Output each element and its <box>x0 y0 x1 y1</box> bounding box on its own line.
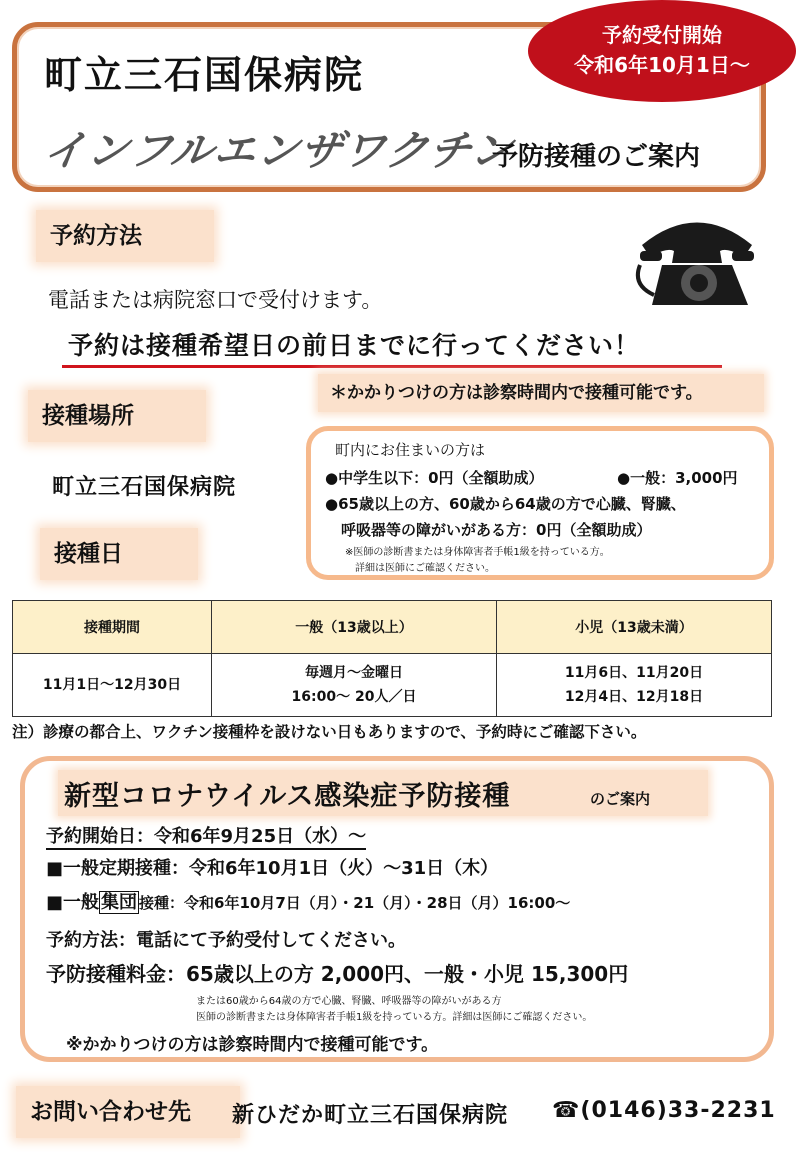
covid-title-sub: のご案内 <box>590 790 651 808</box>
covid-method: 予約方法：電話にて予約受付してください。 <box>46 930 406 951</box>
header-period: 接種期間 <box>13 601 212 654</box>
price-line-junior: ●中学生以下：0円（全額助成） <box>325 469 544 487</box>
contact-label: お問い合わせ先 <box>16 1086 240 1138</box>
child-dates-1: 11月6日、11月20日 <box>564 665 704 681</box>
header-general: 一般（13歳以上） <box>212 601 497 654</box>
contact-phone: ☎(0146)33-2231 <box>552 1098 776 1123</box>
reservation-deadline-note: 予約は接種希望日の前日までに行ってください！ <box>68 331 641 360</box>
price-box <box>306 426 774 580</box>
cell-child <box>497 654 772 717</box>
covid-regular: ■一般定期接種：令和6年10月1日（火）～31日（木） <box>46 858 499 879</box>
covid-group-underlined: 集団 <box>101 892 138 913</box>
place-label: 接種場所 <box>28 390 206 442</box>
covid-group-rest: 接種：令和6年10月7日（月）・21（月）・28日（月）16:00～ <box>139 894 571 912</box>
covid-group <box>46 888 570 914</box>
schedule-table <box>12 600 772 717</box>
badge-line-2: 令和6年10月1日～ <box>574 53 750 77</box>
red-underline <box>62 365 722 368</box>
cell-general <box>212 654 497 717</box>
contact-name: 新ひだか町立三石国保病院 <box>232 1103 509 1128</box>
price-line-disability: 呼吸器等の障がいがある方：0円（全額助成） <box>341 521 652 539</box>
covid-group-prefix: ■一般 <box>46 892 100 913</box>
covid-fee-note-1: または60歳から64歳の方で心臓、腎臓、呼吸器等の障がいがある方 <box>196 996 502 1007</box>
date-label: 接種日 <box>40 528 198 580</box>
child-dates-2: 12月4日、12月18日 <box>564 689 704 705</box>
covid-title: 新型コロナウイルス感染症予防接種 <box>64 781 511 812</box>
covid-fee-note-2: 医師の診断書または身体障害者手帳1級を持っている方。詳細は医師にご確認ください。 <box>196 1012 593 1023</box>
place-text: 町立三石国保病院 <box>52 475 237 500</box>
notice-text: 注）診療の都合上、ワクチン接種枠を設けない日もありますので、予約時にご確認下さい。 <box>12 723 647 741</box>
price-heading: 町内にお住まいの方は <box>335 441 486 459</box>
badge-line-1: 予約受付開始 <box>602 23 722 47</box>
reservation-start-badge <box>528 0 796 102</box>
reservation-text: 電話または病院窓口で受付けます。 <box>48 288 383 312</box>
covid-kakaritsuke: ※かかりつけの方は診察時間内で接種可能です。 <box>66 1035 439 1055</box>
general-time: 16:00～ 20人／日 <box>291 689 417 705</box>
cell-period: 11月1日～12月30日 <box>13 654 212 717</box>
covid-fee: 予防接種料金：65歳以上の方 2,000円、一般・小児 15,300円 <box>46 962 629 986</box>
general-days: 毎週月～金曜日 <box>305 665 403 681</box>
price-note-2: 詳細は医師にご確認ください。 <box>355 563 495 574</box>
telephone-icon <box>632 205 762 315</box>
kakaritsuke-note: ＊かかりつけの方は診察時間内で接種可能です。 <box>318 374 764 412</box>
hospital-title: 町立三石国保病院 <box>44 53 365 97</box>
vaccine-subtitle: 予防接種のご案内 <box>492 142 701 172</box>
price-line-senior: ●65歳以上の方、60歳から64歳の方で心臓、腎臓、 <box>325 495 686 513</box>
header-child: 小児（13歳未満） <box>497 601 772 654</box>
reservation-label: 予約方法 <box>36 210 214 262</box>
price-note-1: ※医師の診断書または身体障害者手帳1級を持っている方。 <box>345 547 610 558</box>
covid-start-date: 予約開始日：令和6年9月25日（水）～ <box>46 822 366 850</box>
price-line-general: ●一般：3,000円 <box>617 469 738 487</box>
vaccine-title: インフルエンザワクチン <box>40 126 517 175</box>
